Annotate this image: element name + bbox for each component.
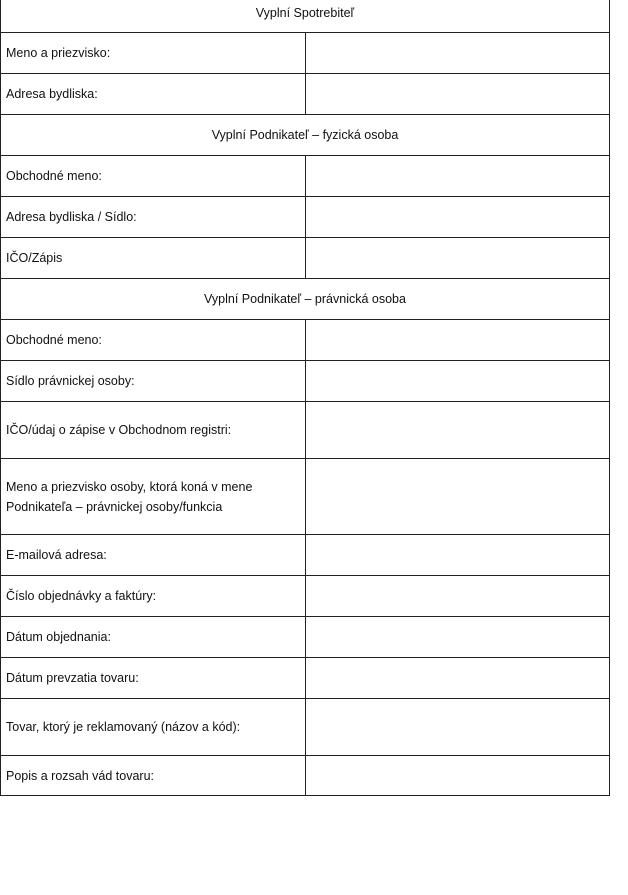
lp-seat-field[interactable] <box>305 361 610 402</box>
table-row <box>1 361 610 402</box>
lp-order-date-field[interactable] <box>305 617 610 658</box>
table-row <box>1 156 610 197</box>
lp-email-label: E-mailová adresa: <box>1 535 306 576</box>
np-ico-field[interactable] <box>305 238 610 279</box>
lp-claimed-goods-label: Tovar, ktorý je reklamovaný (názov a kód): <box>1 699 306 756</box>
lp-order-invoice-field[interactable] <box>305 576 610 617</box>
table-row <box>1 402 610 459</box>
consumer-address-label: Adresa bydliska: <box>1 74 306 115</box>
lp-business-name-field[interactable] <box>305 320 610 361</box>
lp-receipt-date-field[interactable] <box>305 658 610 699</box>
section-header-row <box>1 0 610 33</box>
table-row <box>1 33 610 74</box>
np-ico-label: IČO/Zápis <box>1 238 306 279</box>
table-row <box>1 699 610 756</box>
section-header-row <box>1 279 610 320</box>
np-address-label: Adresa bydliska / Sídlo: <box>1 197 306 238</box>
lp-order-invoice-label: Číslo objednávky a faktúry: <box>1 576 306 617</box>
lp-business-name-label: Obchodné meno: <box>1 320 306 361</box>
lp-ico-register-field[interactable] <box>305 402 610 459</box>
np-business-name-label: Obchodné meno: <box>1 156 306 197</box>
lp-representative-label: Meno a priezvisko osoby, ktorá koná v mene Podnikateľa – právnickej osoby/funkcia <box>1 459 306 535</box>
consumer-name-field[interactable] <box>305 33 610 74</box>
table-row <box>1 617 610 658</box>
table-row <box>1 320 610 361</box>
table-row <box>1 756 610 796</box>
np-business-name-field[interactable] <box>305 156 610 197</box>
consumer-address-field[interactable] <box>305 74 610 115</box>
lp-defects-field[interactable] <box>305 756 610 796</box>
table-row <box>1 535 610 576</box>
consumer-section-header: Vyplní Spotrebiteľ <box>1 0 610 33</box>
lp-claimed-goods-field[interactable] <box>305 699 610 756</box>
table-row <box>1 576 610 617</box>
consumer-name-label: Meno a priezvisko: <box>1 33 306 74</box>
table-row <box>1 459 610 535</box>
legal-person-section-header: Vyplní Podnikateľ – právnická osoba <box>1 279 610 320</box>
section-header-row <box>1 115 610 156</box>
table-row <box>1 197 610 238</box>
lp-order-date-label: Dátum objednania: <box>1 617 306 658</box>
lp-representative-field[interactable] <box>305 459 610 535</box>
lp-email-field[interactable] <box>305 535 610 576</box>
lp-defects-label: Popis a rozsah vád tovaru: <box>1 756 306 796</box>
lp-receipt-date-label: Dátum prevzatia tovaru: <box>1 658 306 699</box>
np-address-field[interactable] <box>305 197 610 238</box>
table-row <box>1 238 610 279</box>
natural-person-section-header: Vyplní Podnikateľ – fyzická osoba <box>1 115 610 156</box>
table-row <box>1 658 610 699</box>
lp-ico-register-label: IČO/údaj o zápise v Obchodnom registri: <box>1 402 306 459</box>
table-row <box>1 74 610 115</box>
lp-seat-label: Sídlo právnickej osoby: <box>1 361 306 402</box>
